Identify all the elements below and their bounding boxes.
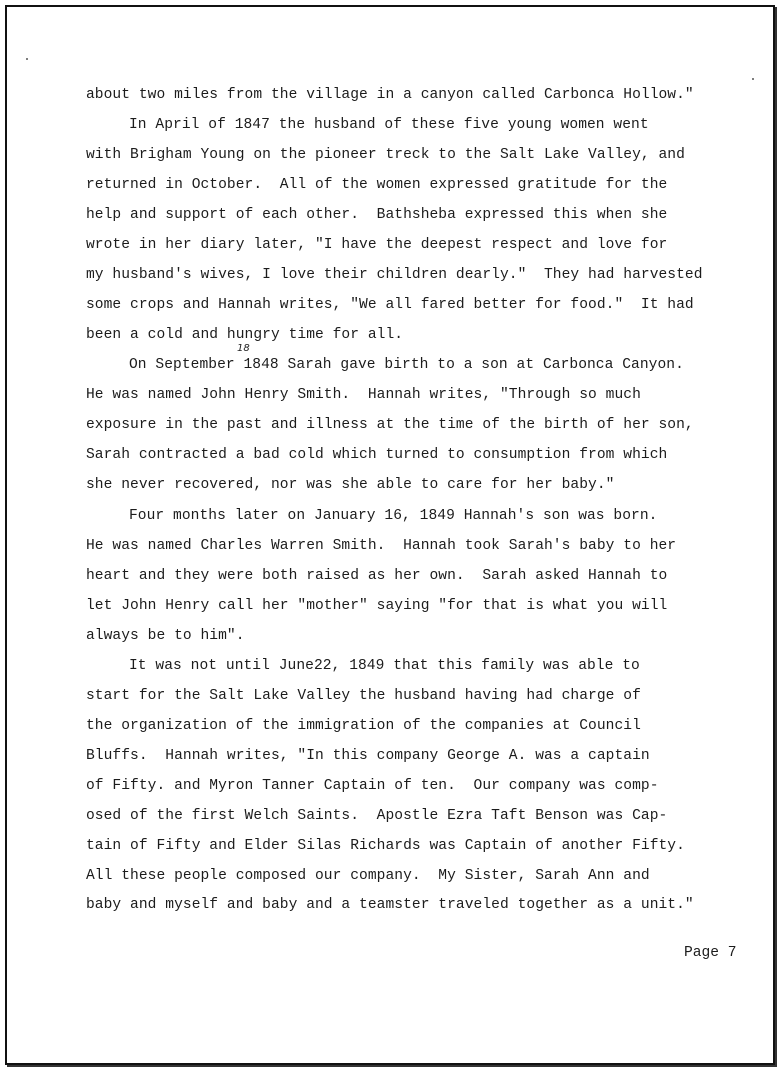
text-line: my husband's wives, I love their children dearly." They had harvested [86,267,703,283]
text-line: On September 1848 Sarah gave birth to a son at Carbonca Canyon. [129,357,684,373]
text-line: start for the Salt Lake Valley the husband having had charge of [86,688,641,704]
text-line: heart and they were both raised as her own. Sarah asked Hannah to [86,568,668,584]
text-line: wrote in her diary later, "I have the deepest respect and love for [86,237,668,253]
text-line: He was named Charles Warren Smith. Hannah took Sarah's baby to her [86,538,677,554]
text-line: returned in October. All of the women expressed gratitude for the [86,177,668,193]
handwritten-insert: 18 [237,343,250,354]
text-line: with Brigham Young on the pioneer treck to the Salt Lake Valley, and [86,147,685,163]
text-line: been a cold and hungry time for all. [86,327,404,343]
text-line: In April of 1847 the husband of these five young women went [129,117,649,133]
text-line: some crops and Hannah writes, "We all fared better for food." It had [86,297,694,313]
text-line: the organization of the immigration of the companies at Council [86,718,641,734]
scan-speck [26,58,28,60]
text-line: It was not until June22, 1849 that this family was able to [129,658,640,674]
text-line: tain of Fifty and Elder Silas Richards was Captain of another Fifty. [86,838,685,854]
text-line: osed of the first Welch Saints. Apostle Ezra Taft Benson was Cap- [86,808,668,824]
text-line: baby and myself and baby and a teamster traveled together as a unit." [86,897,694,913]
text-line: she never recovered, nor was she able to care for her baby." [86,477,615,493]
text-line: always be to him". [86,628,245,644]
text-line: Bluffs. Hannah writes, "In this company George A. was a captain [86,748,650,764]
text-line: He was named John Henry Smith. Hannah writes, "Through so much [86,387,641,403]
text-line: of Fifty. and Myron Tanner Captain of ten. Our company was comp- [86,778,659,794]
scan-speck [752,78,754,80]
text-line: Sarah contracted a bad cold which turned to consumption from which [86,447,668,463]
text-line: about two miles from the village in a canyon called Carbonca Hollow." [86,87,694,103]
text-line: help and support of each other. Bathsheba expressed this when she [86,207,668,223]
text-line: Four months later on January 16, 1849 Hannah's son was born. [129,508,658,524]
text-line: let John Henry call her "mother" saying "for that is what you will [86,598,668,614]
text-line: All these people composed our company. My Sister, Sarah Ann and [86,868,650,884]
page-number: Page 7 [684,945,737,961]
text-line: exposure in the past and illness at the time of the birth of her son, [86,417,694,433]
